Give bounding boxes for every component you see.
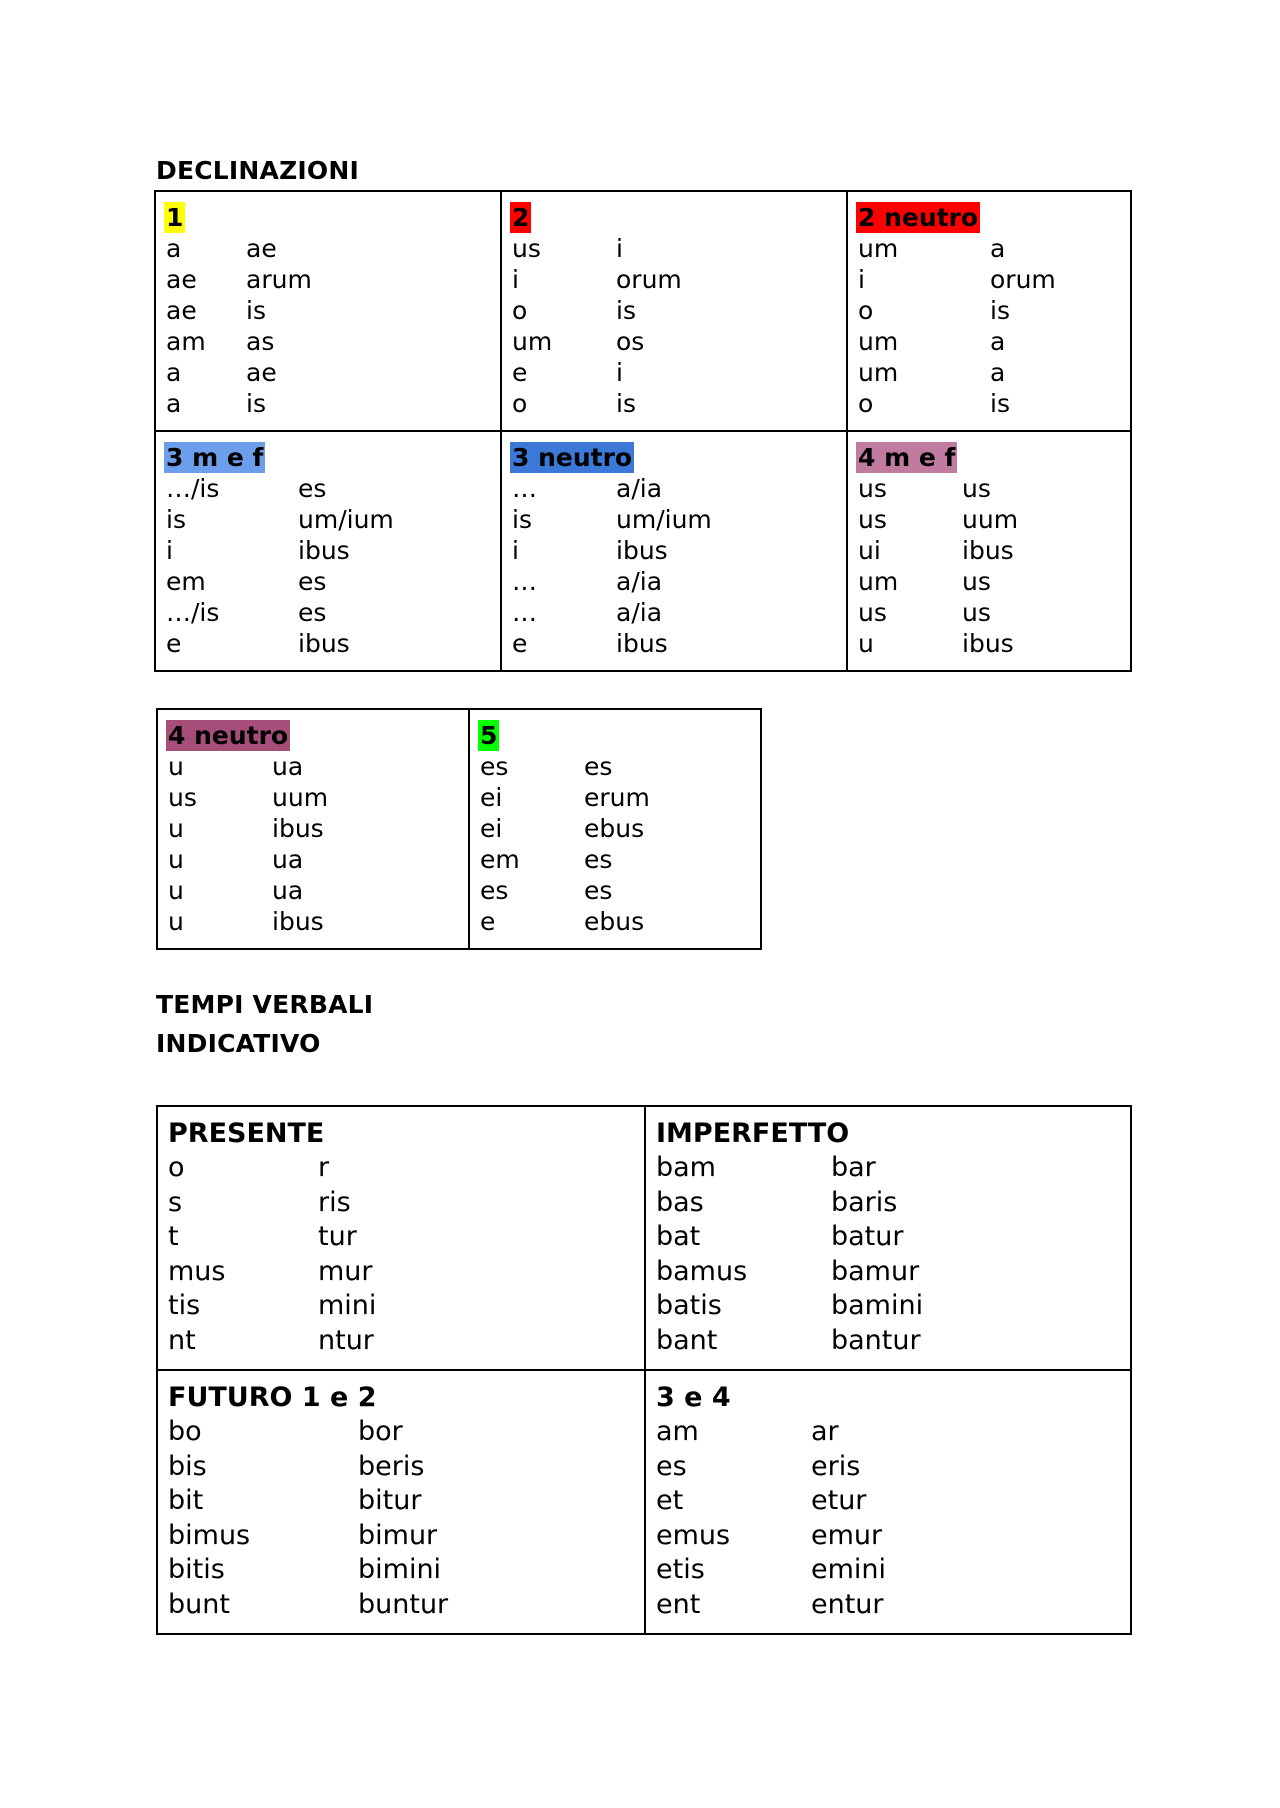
- plural-ending: es: [298, 567, 327, 596]
- ending-row: [656, 1324, 1120, 1359]
- plural-ending: ris: [318, 1186, 351, 1218]
- cell-title: 5: [480, 721, 498, 750]
- ending-row: [166, 504, 490, 535]
- ending-row: [512, 473, 836, 504]
- cell-title: 4 neutro: [168, 721, 289, 750]
- plural-ending: i: [616, 234, 623, 263]
- ending-row: [168, 1415, 634, 1450]
- cell-title: FUTURO 1 e 2: [168, 1382, 377, 1413]
- ending-row: [858, 233, 1120, 264]
- singular-ending: o: [858, 296, 874, 325]
- ending-row: [656, 1519, 1120, 1554]
- cell-title: IMPERFETTO: [656, 1118, 850, 1149]
- plural-ending: uum: [272, 783, 329, 812]
- singular-ending: etis: [656, 1554, 705, 1585]
- plural-ending: es: [584, 752, 613, 781]
- ending-row: [656, 1484, 1120, 1519]
- singular-ending: um: [858, 567, 899, 596]
- singular-ending: u: [168, 752, 184, 781]
- ending-row: [166, 295, 490, 326]
- cell-title: 2 neutro: [858, 203, 979, 232]
- ending-row: [166, 566, 490, 597]
- singular-ending: bit: [168, 1485, 204, 1516]
- singular-ending: o: [512, 389, 528, 418]
- plural-ending: bor: [358, 1416, 403, 1447]
- decl-cell-3-mf: [155, 431, 501, 671]
- singular-ending: es: [480, 752, 509, 781]
- singular-ending: a: [166, 358, 182, 387]
- singular-ending: ei: [480, 783, 503, 812]
- plural-ending: a: [990, 358, 1006, 387]
- singular-ending: i: [858, 265, 865, 294]
- plural-ending: is: [246, 389, 266, 418]
- ending-row: [512, 535, 836, 566]
- cell-title: 4 m e f: [858, 443, 956, 472]
- singular-ending: ent: [656, 1588, 701, 1620]
- singular-ending: is: [166, 505, 186, 534]
- ending-row: [168, 813, 458, 844]
- plural-ending: erum: [584, 783, 650, 812]
- ending-row: [858, 388, 1120, 419]
- ending-row: [656, 1415, 1120, 1450]
- singular-ending: t: [168, 1221, 179, 1252]
- singular-ending: bant: [656, 1324, 718, 1356]
- ending-row: [480, 844, 750, 875]
- plural-ending: ua: [272, 876, 304, 905]
- singular-ending: es: [656, 1450, 687, 1482]
- ending-row: [480, 875, 750, 906]
- singular-ending: i: [512, 536, 519, 565]
- plural-ending: bitur: [358, 1485, 422, 1516]
- cell-title: 3 neutro: [512, 443, 633, 472]
- plural-ending: a/ia: [616, 567, 663, 596]
- singular-ending: um: [512, 327, 553, 356]
- indicativo-heading: INDICATIVO: [156, 1029, 321, 1058]
- plural-ending: is: [990, 389, 1010, 418]
- plural-ending: ibus: [616, 536, 668, 565]
- plural-ending: ibus: [272, 814, 324, 843]
- ending-row: [168, 1324, 634, 1359]
- singular-ending: …: [512, 598, 537, 627]
- singular-ending: o: [512, 296, 528, 325]
- decl-cell-2-neutro: [847, 191, 1131, 431]
- singular-ending: am: [166, 327, 206, 356]
- ending-row: [656, 1255, 1120, 1290]
- ending-row: [168, 875, 458, 906]
- plural-ending: ibus: [962, 536, 1014, 565]
- singular-ending: batis: [656, 1290, 722, 1321]
- verb-cell-imperfetto: [645, 1106, 1131, 1370]
- plural-ending: emini: [811, 1554, 887, 1585]
- ending-row: [480, 813, 750, 844]
- ending-row: [166, 326, 490, 357]
- singular-ending: am: [656, 1416, 699, 1447]
- verb-cell-3-e-4: [645, 1370, 1131, 1634]
- ending-rows: [168, 1415, 634, 1622]
- singular-ending: bat: [656, 1221, 701, 1252]
- plural-ending: mur: [318, 1255, 373, 1287]
- cell-title: 1: [166, 203, 184, 232]
- ending-row: [166, 535, 490, 566]
- cell-title: 2: [512, 203, 530, 232]
- singular-ending: um: [858, 327, 899, 356]
- decl-cell-2: [501, 191, 847, 431]
- plural-ending: mini: [318, 1290, 377, 1321]
- singular-ending: u: [168, 845, 184, 874]
- singular-ending: bamus: [656, 1255, 748, 1287]
- ending-rows: [480, 751, 750, 937]
- ending-row: [168, 906, 458, 937]
- ending-row: [512, 566, 836, 597]
- plural-ending: es: [584, 876, 613, 905]
- ending-row: [168, 1289, 634, 1324]
- plural-ending: orum: [616, 265, 682, 294]
- singular-ending: mus: [168, 1255, 226, 1287]
- verb-cell-futuro: [157, 1370, 645, 1634]
- plural-ending: ibus: [298, 536, 350, 565]
- plural-ending: tur: [318, 1221, 357, 1252]
- singular-ending: em: [480, 845, 520, 874]
- singular-ending: a: [166, 389, 182, 418]
- ending-row: [656, 1553, 1120, 1588]
- singular-ending: ae: [166, 265, 197, 294]
- singular-ending: ui: [858, 536, 881, 565]
- ending-row: [168, 1484, 634, 1519]
- singular-ending: us: [858, 505, 887, 534]
- ending-row: [512, 295, 836, 326]
- plural-ending: ae: [246, 358, 277, 387]
- singular-ending: em: [166, 567, 206, 596]
- plural-ending: um/ium: [616, 505, 712, 534]
- singular-ending: e: [512, 629, 528, 658]
- decl-cell-1: [155, 191, 501, 431]
- ending-row: [656, 1186, 1120, 1221]
- singular-ending: us: [168, 783, 197, 812]
- ending-rows: [656, 1415, 1120, 1622]
- singular-ending: et: [656, 1485, 684, 1516]
- ending-row: [512, 597, 836, 628]
- plural-ending: us: [962, 567, 991, 596]
- ending-row: [656, 1450, 1120, 1485]
- plural-ending: ibus: [272, 907, 324, 936]
- ending-row: [166, 357, 490, 388]
- ending-row: [512, 326, 836, 357]
- cell-title: PRESENTE: [168, 1118, 325, 1149]
- singular-ending: bunt: [168, 1588, 230, 1620]
- ending-row: [166, 473, 490, 504]
- ending-row: [166, 597, 490, 628]
- plural-ending: is: [990, 296, 1010, 325]
- ending-rows: [168, 751, 458, 937]
- verb-cell-presente: [157, 1106, 645, 1370]
- ending-row: [168, 1255, 634, 1290]
- ending-row: [858, 357, 1120, 388]
- plural-ending: es: [298, 474, 327, 503]
- ending-row: [858, 628, 1120, 659]
- ending-row: [656, 1588, 1120, 1623]
- ending-rows: [858, 233, 1120, 419]
- ending-row: [168, 1186, 634, 1221]
- ending-row: [480, 782, 750, 813]
- ending-row: [858, 597, 1120, 628]
- ending-row: [168, 1151, 634, 1186]
- plural-ending: bar: [831, 1152, 876, 1183]
- singular-ending: bam: [656, 1152, 716, 1183]
- ending-row: [480, 906, 750, 937]
- ending-row: [168, 1450, 634, 1485]
- plural-ending: a/ia: [616, 598, 663, 627]
- singular-ending: u: [168, 814, 184, 843]
- plural-ending: ua: [272, 752, 304, 781]
- ending-row: [512, 233, 836, 264]
- singular-ending: i: [166, 536, 173, 565]
- ending-row: [858, 504, 1120, 535]
- ending-row: [858, 264, 1120, 295]
- ending-rows: [656, 1151, 1120, 1358]
- ending-row: [858, 326, 1120, 357]
- plural-ending: ibus: [962, 629, 1014, 658]
- singular-ending: ae: [166, 296, 197, 325]
- ending-row: [656, 1220, 1120, 1255]
- singular-ending: e: [166, 629, 182, 658]
- ending-row: [512, 504, 836, 535]
- singular-ending: us: [512, 234, 541, 263]
- singular-ending: um: [858, 358, 899, 387]
- plural-ending: ua: [272, 845, 304, 874]
- singular-ending: bimus: [168, 1519, 251, 1551]
- ending-row: [512, 357, 836, 388]
- singular-ending: tis: [168, 1290, 201, 1321]
- plural-ending: beris: [358, 1450, 425, 1482]
- singular-ending: …/is: [166, 474, 220, 503]
- plural-ending: ar: [811, 1416, 839, 1447]
- plural-ending: eris: [811, 1450, 861, 1482]
- plural-ending: baris: [831, 1186, 898, 1218]
- ending-rows: [168, 1151, 634, 1358]
- tempi-verbali-table: [156, 1105, 1132, 1635]
- ending-row: [656, 1289, 1120, 1324]
- plural-ending: bimur: [358, 1519, 438, 1551]
- plural-ending: es: [584, 845, 613, 874]
- plural-ending: orum: [990, 265, 1056, 294]
- declinazioni-table-main: [154, 190, 1132, 672]
- ending-row: [512, 628, 836, 659]
- decl-cell-4-neutro: [157, 709, 469, 949]
- singular-ending: o: [858, 389, 874, 418]
- plural-ending: bimini: [358, 1554, 442, 1585]
- ending-row: [858, 535, 1120, 566]
- plural-ending: ibus: [616, 629, 668, 658]
- plural-ending: a: [990, 327, 1006, 356]
- cell-title: 3 e 4: [656, 1382, 731, 1413]
- singular-ending: e: [512, 358, 528, 387]
- plural-ending: a/ia: [616, 474, 663, 503]
- singular-ending: ei: [480, 814, 503, 843]
- ending-row: [166, 233, 490, 264]
- plural-ending: os: [616, 327, 645, 356]
- declinazioni-table-secondary: [156, 708, 762, 950]
- plural-ending: ebus: [584, 907, 645, 936]
- plural-ending: a: [990, 234, 1006, 263]
- plural-ending: bantur: [831, 1324, 921, 1356]
- singular-ending: o: [168, 1152, 185, 1183]
- ending-row: [166, 264, 490, 295]
- cell-title: 3 m e f: [166, 443, 264, 472]
- singular-ending: u: [168, 907, 184, 936]
- ending-row: [858, 295, 1120, 326]
- singular-ending: a: [166, 234, 182, 263]
- singular-ending: u: [168, 876, 184, 905]
- singular-ending: s: [168, 1186, 183, 1218]
- plural-ending: arum: [246, 265, 312, 294]
- plural-ending: bamini: [831, 1290, 924, 1321]
- ending-row: [512, 388, 836, 419]
- plural-ending: es: [298, 598, 327, 627]
- plural-ending: etur: [811, 1485, 867, 1516]
- singular-ending: bas: [656, 1186, 704, 1218]
- ending-row: [858, 566, 1120, 597]
- ending-rows: [166, 233, 490, 419]
- tempi-verbali-heading: TEMPI VERBALI: [156, 990, 374, 1019]
- singular-ending: bo: [168, 1416, 202, 1447]
- ending-row: [168, 782, 458, 813]
- singular-ending: …/is: [166, 598, 220, 627]
- plural-ending: batur: [831, 1221, 904, 1252]
- ending-row: [858, 473, 1120, 504]
- ending-row: [168, 1588, 634, 1623]
- singular-ending: um: [858, 234, 899, 263]
- ending-row: [168, 1519, 634, 1554]
- ending-row: [166, 628, 490, 659]
- plural-ending: us: [962, 474, 991, 503]
- singular-ending: us: [858, 474, 887, 503]
- ending-rows: [512, 473, 836, 659]
- singular-ending: …: [512, 567, 537, 596]
- plural-ending: ibus: [298, 629, 350, 658]
- ending-row: [656, 1151, 1120, 1186]
- plural-ending: i: [616, 358, 623, 387]
- decl-cell-4-mf: [847, 431, 1131, 671]
- ending-row: [480, 751, 750, 782]
- ending-rows: [858, 473, 1120, 659]
- declinazioni-heading: DECLINAZIONI: [156, 156, 359, 185]
- plural-ending: buntur: [358, 1588, 449, 1620]
- plural-ending: emur: [811, 1519, 883, 1551]
- ending-row: [168, 1220, 634, 1255]
- plural-ending: is: [616, 296, 636, 325]
- singular-ending: u: [858, 629, 874, 658]
- singular-ending: …: [512, 474, 537, 503]
- plural-ending: r: [318, 1152, 330, 1183]
- ending-row: [168, 751, 458, 782]
- plural-ending: bamur: [831, 1255, 920, 1287]
- singular-ending: es: [480, 876, 509, 905]
- plural-ending: ebus: [584, 814, 645, 843]
- plural-ending: uum: [962, 505, 1019, 534]
- plural-ending: ae: [246, 234, 277, 263]
- decl-cell-5: [469, 709, 761, 949]
- singular-ending: emus: [656, 1519, 731, 1551]
- singular-ending: us: [858, 598, 887, 627]
- ending-row: [168, 1553, 634, 1588]
- ending-rows: [166, 473, 490, 659]
- singular-ending: e: [480, 907, 496, 936]
- plural-ending: as: [246, 327, 275, 356]
- plural-ending: entur: [811, 1588, 884, 1620]
- singular-ending: bitis: [168, 1554, 225, 1585]
- plural-ending: us: [962, 598, 991, 627]
- plural-ending: ntur: [318, 1324, 374, 1356]
- plural-ending: um/ium: [298, 505, 394, 534]
- singular-ending: bis: [168, 1450, 207, 1482]
- decl-cell-3-neutro: [501, 431, 847, 671]
- singular-ending: is: [512, 505, 532, 534]
- singular-ending: i: [512, 265, 519, 294]
- ending-row: [168, 844, 458, 875]
- plural-ending: is: [246, 296, 266, 325]
- ending-rows: [512, 233, 836, 419]
- plural-ending: is: [616, 389, 636, 418]
- ending-row: [166, 388, 490, 419]
- ending-row: [512, 264, 836, 295]
- singular-ending: nt: [168, 1324, 196, 1356]
